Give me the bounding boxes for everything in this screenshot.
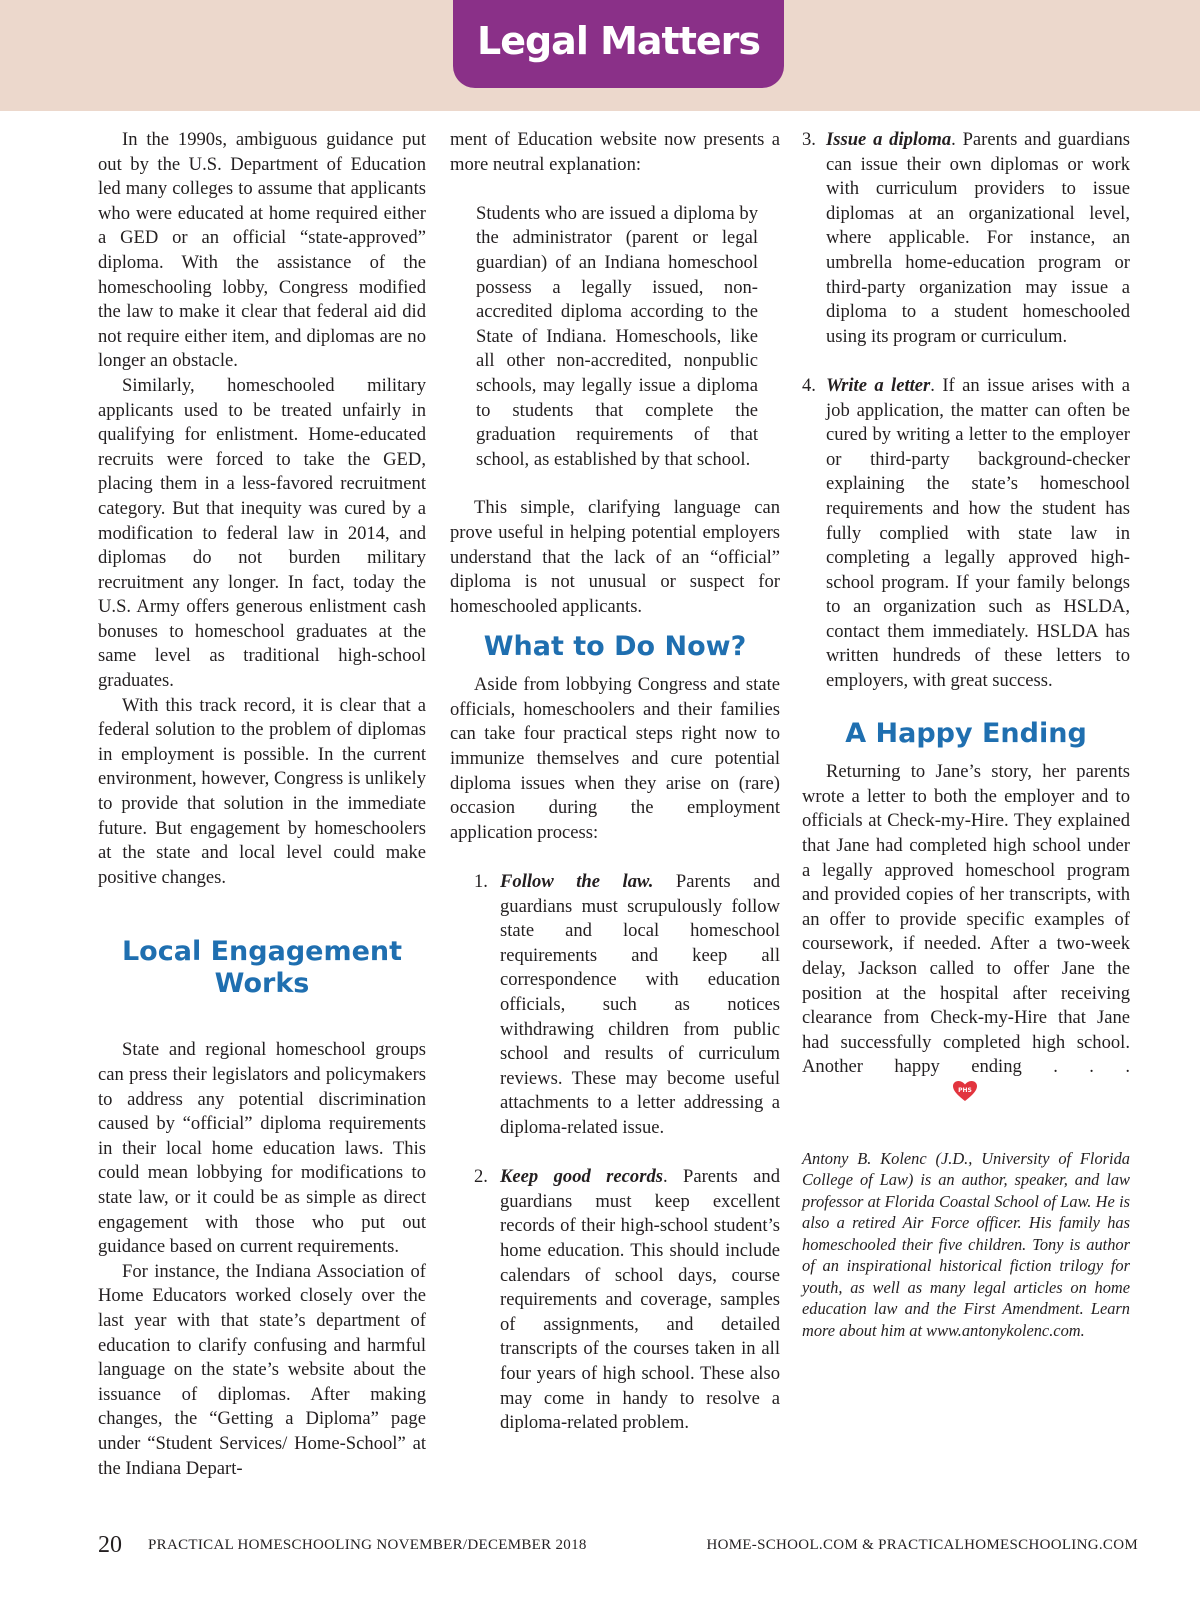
paragraph: State and regional homeschool groups can press their legislators and policymakers to address any potential discrimination caused by “official” diploma requirements in their local home education laws. This could mean lobbying for modifications to state law, or it could be as simple as direct engagement with those who put out guidance based on current requirements. [98,1039,426,1258]
heading-what-to-do: What to Do Now? [483,631,747,663]
list-item-text: . Parents and guardians can issue their own diplomas or work with curriculum providers to issue diplomas at an organizational level, where applicable. For instance, an umbrella home-education program or third-party organization may issue a diploma to a student homeschooled using its program or curriculum. [826,129,1130,347]
list-number: 2. [474,1166,488,1188]
list-item-text: . If an issue arises with a job application, the matter can often be cured by writing a letter to the employer or third-party background-checker explaining the state’s homeschool requirements and how the student has fully complied with state law in completing a legally approved high-school program. If your family belongs to an organization such as HSLDA, contact them immediately. HSLDA has written hundreds of these letters to employers, with great success. [826,374,1130,692]
steps-list-continued [802,128,1130,694]
list-item-title: Follow the law. [500,871,654,893]
paragraph: This simple, clarifying language can prove useful in helping potential employers understand that the lack of an “official” diploma is not unusual or suspect for homeschooled applicants. [450,497,780,617]
paragraph-text: Returning to Jane’s story, her parents wrote a letter to both the employer and to officials at Check-my-Hire. They explained that Jane had completed high school under a legally approved homeschool program and provided copies of her transcripts, with an offer to provide specific examples of coursework, if needed. After a two-week delay, Jackson called to offer Jane the position at the hospital after receiving clearance from Check-my-Hire that Jane had successfully completed high school. Another happy ending . . . [802,761,1130,1078]
author-bio: Antony B. Kolenc (J.D., University of Florida College of Law) is an author, speaker, and law professor at Florida Coastal School of Law. He is also a retired Air Force officer. His family has homeschooled their five children. Tony is author of an inspirational historical fiction trilogy for youth, as well as many legal articles on home education law and the First Amendment. Learn more about him at www.antonykolenc.com. [802,1148,1130,1340]
list-item [802,374,1130,694]
paragraph: For instance, the Indiana Association of Home Educators worked closely over the last year with that state’s department of education to clarify confusing and harmful language on the state’s website about the issuance of diplomas. After making changes, the “Getting a Diploma” page under “Student Services/ Home-School” at the Indiana Depart- [98,1260,426,1479]
end-mark-text: PHS [958,1086,972,1094]
column-3 [802,128,1130,1341]
paragraph: With this track record, it is clear that a federal solution to the problem of diplomas in employment is possible. In the current environment, however, Congress is unlikely to provide that solution in the immediate future. But engagement by homeschoolers at the state and local level could make positive changes. [98,694,426,888]
list-item-text: . Parents and guardians must keep excellent records of their high-school student’s home education. This should include calendars of school days, course requirements and coverage, samples of assignments, and detailed transcripts of the courses taken in all four years of high school. These also may come in handy to resolve a diploma-related problem. [500,1166,780,1434]
list-item-title: Write a letter [826,374,931,396]
list-item [802,128,1130,349]
heart-end-icon [952,1080,978,1102]
footer-websites: HOME-SCHOOL.COM & PRACTICALHOMESCHOOLING.COM [706,1537,1138,1553]
heading-local-engagement: Local Engagement Works [121,936,403,1000]
magazine-name: PRACTICAL HOMESCHOOLING NOVEMBER/DECEMBER 2018 [148,1537,587,1553]
list-item-title: Keep good records [500,1166,663,1188]
list-item [450,1165,780,1436]
paragraph: ment of Education website now presents a more neutral explanation: [450,129,780,175]
heading-happy-ending: A Happy Ending [845,718,1087,750]
block-quote: Students who are issued a diploma by the administrator (parent or legal guardian) of an Indiana homeschool possess a legally issued, non-accredited diploma according to the State of Indiana. Homeschools, like all other non-accredited, nonpublic schools, may legally issue a diploma to students that complete the graduation requirements of that school, as established by that school. [476,202,758,470]
list-number: 1. [474,871,488,893]
paragraph: Similarly, homeschooled military applicants used to be treated unfairly in qualifying for enlistment. Home-educated recruits were forced to take the GED, placing them in a less-favored recruitment category. But that inequity was cured by a modification to federal law in 2014, and diplomas do not burden military recruitment any longer. In fact, today the U.S. Army offers generous enlistment cash bonuses to homeschool graduates at the same level as traditional high-school graduates. [98,374,426,692]
page-number: 20 [98,1532,122,1558]
steps-list [450,870,780,1436]
column-1 [98,128,426,1481]
column-2 [450,128,780,1460]
paragraph: Aside from lobbying Congress and state officials, homeschoolers and their families can take four practical steps right now to immunize themselves and cure potential diploma issues when they arise on (rare) occasion during the employment application process: [450,674,780,843]
list-number: 3. [802,129,816,150]
list-item-title: Issue a diploma [826,129,952,150]
section-title: Legal Matters [453,0,784,88]
list-item [450,870,780,1141]
page-footer [98,1530,1138,1560]
paragraph [802,760,1130,1107]
list-number: 4. [802,374,816,396]
list-item-text: Parents and guardians must scrupulously follow state and local homeschool requirements and keep all correspondence with education officials, such as notices withdrawing children from public school and results of curriculum reviews. These may become useful attachments to a letter addressing a diploma-related issue. [500,871,780,1138]
paragraph: In the 1990s, ambiguous guidance put out by the U.S. Department of Education led many colleges to assume that applicants who were educated at home required either a GED or an official “state-approved” diploma. With the assistance of the homeschooling lobby, Congress modified the law to make it clear that federal aid did not require either item, and diplomas are no longer an obstacle. [98,129,426,372]
